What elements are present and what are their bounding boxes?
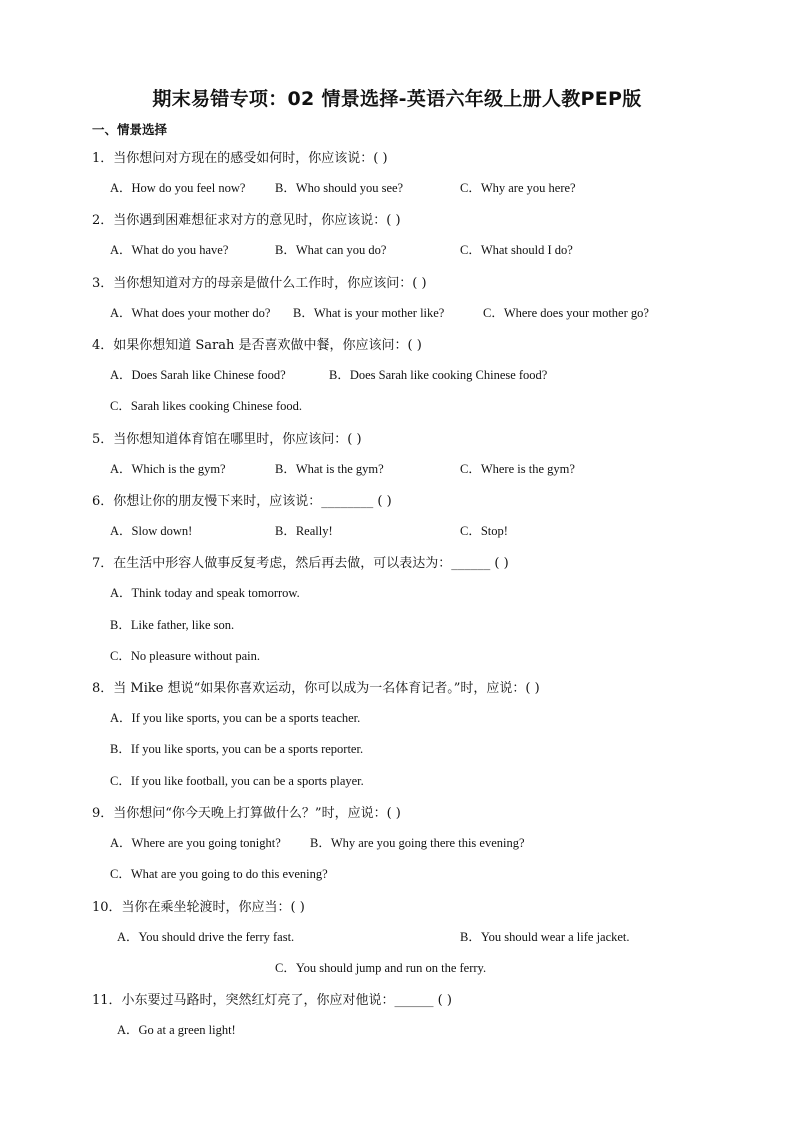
question-3-stem: 3．当你想知道对方的母亲是做什么工作时，你应该问：( ) <box>92 276 427 291</box>
question-7-option-b: B．Like father, like son. <box>110 618 235 632</box>
question-4-stem: 4．如果你想知道 Sarah 是否喜欢做中餐，你应该问：( ) <box>92 338 422 353</box>
question-10-option-b: B．You should wear a life jacket. <box>460 930 630 944</box>
question-2-option-c: C．What should I do? <box>460 243 573 257</box>
question-3-option-c: C．Where does your mother go? <box>483 306 649 320</box>
question-5-option-b: B．What is the gym? <box>275 462 384 476</box>
question-2-option-a: A．What do you have? <box>110 243 229 257</box>
question-10-stem: 10．当你在乘坐轮渡时，你应当：( ) <box>92 900 305 915</box>
question-3-option-b: B．What is your mother like? <box>293 306 445 320</box>
question-3-option-a: A．What does your mother do? <box>110 306 271 320</box>
question-9-option-a: A．Where are you going tonight? <box>110 836 281 850</box>
question-7-option-a: A．Think today and speak tomorrow. <box>110 586 300 600</box>
question-1-option-c: C．Why are you here? <box>460 181 576 195</box>
question-5-option-c: C．Where is the gym? <box>460 462 575 476</box>
question-9-option-c: C．What are you going to do this evening? <box>110 867 328 881</box>
question-2-stem: 2．当你遇到困难想征求对方的意见时，你应该说：( ) <box>92 213 401 228</box>
question-6-stem: 6．你想让你的朋友慢下来时，应该说：________ ( ) <box>92 494 392 509</box>
question-1-option-b: B．Who should you see? <box>275 181 404 195</box>
question-5-stem: 5．当你想知道体育馆在哪里时，你应该问：( ) <box>92 432 362 447</box>
question-7-stem: 7．在生活中形容人做事反复考虑，然后再去做，可以表达为：______ ( ) <box>92 556 509 571</box>
question-8-option-b: B．If you like sports, you can be a sports reporter. <box>110 742 364 756</box>
question-6-option-a: A．Slow down! <box>110 524 193 538</box>
question-2-option-b: B．What can you do? <box>275 243 387 257</box>
question-10-option-a: A．You should drive the ferry fast. <box>117 930 295 944</box>
question-11-option-a: A．Go at a green light! <box>117 1023 236 1037</box>
question-8-stem: 8．当 Mike 想说“如果你喜欢运动，你可以成为一名体育记者。”时，应说：( ) <box>92 681 540 696</box>
question-9-stem: 9．当你想问“你今天晚上打算做什么？”时，应说：( ) <box>92 806 401 821</box>
question-10-option-c: C．You should jump and run on the ferry. <box>275 961 487 975</box>
question-9-option-b: B．Why are you going there this evening? <box>310 836 525 850</box>
question-11-stem: 11．小东要过马路时，突然红灯亮了，你应对他说：______ ( ) <box>92 993 452 1008</box>
question-6-option-c: C．Stop! <box>460 524 508 538</box>
page-title: 期末易错专项：02 情景选择-英语六年级上册人教PEP版 <box>152 88 642 110</box>
question-6-option-b: B．Really! <box>275 524 333 538</box>
question-1-stem: 1．当你想问对方现在的感受如何时，你应该说：( ) <box>92 151 388 166</box>
question-1-option-a: A．How do you feel now? <box>110 181 246 195</box>
question-4-option-c: C．Sarah likes cooking Chinese food. <box>110 399 302 413</box>
question-7-option-c: C．No pleasure without pain. <box>110 649 260 663</box>
question-8-option-c: C．If you like football, you can be a sports player. <box>110 774 364 788</box>
question-8-option-a: A．If you like sports, you can be a sports teacher. <box>110 711 361 725</box>
question-4-option-a: A．Does Sarah like Chinese food? <box>110 368 286 382</box>
question-5-option-a: A．Which is the gym? <box>110 462 226 476</box>
section-heading: 一、情景选择 <box>92 122 168 137</box>
question-4-option-b: B．Does Sarah like cooking Chinese food? <box>329 368 548 382</box>
